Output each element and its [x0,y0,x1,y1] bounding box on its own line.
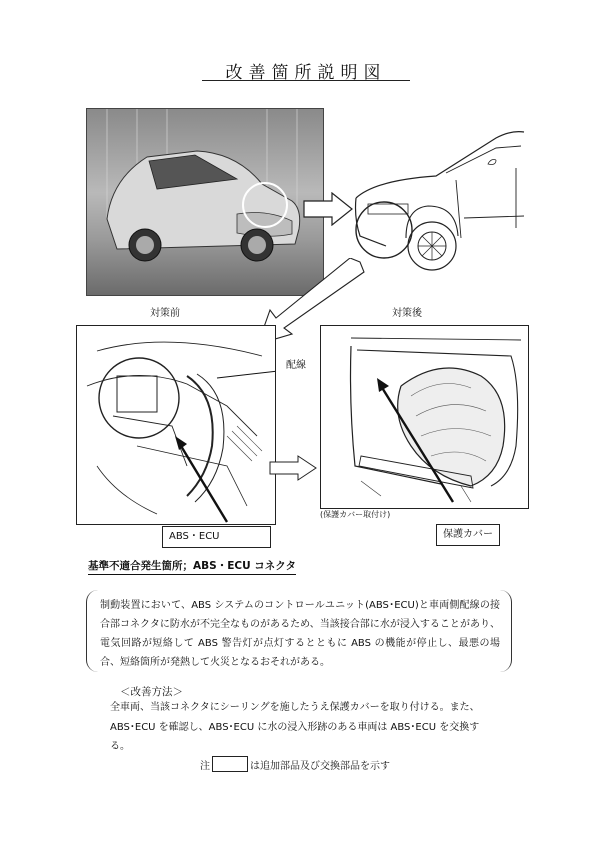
defect-location: 基準不適合発生箇所；ABS・ECU コネクタ [88,558,296,575]
note-prefix: 注 [200,760,210,772]
vehicle-front-drawing [346,118,526,278]
after-caption: (保護カバー取付け) [320,510,391,519]
legend-note [200,756,390,772]
title-underline [202,80,410,81]
page-title: 改善箇所説明図 [225,63,387,83]
measures-text: 全車両、当該コネクタにシーリングを施したうえ保護カバーを取り付ける。また、ABS･ECU を確認し、ABS･ECU に水の浸入形跡のある車両は ABS･ECU を交換する。 [110,702,480,752]
label-wiring: 配線 [286,360,306,371]
before-diagram-drawing [77,326,275,524]
arrow-right-small-icon [268,455,318,481]
note-suffix: は追加部品及び交換部品を示す [250,760,390,772]
measures-heading: ＜改善方法＞ [120,686,183,698]
label-after: 対策後 [392,308,422,319]
after-diagram-drawing [321,326,528,508]
before-diagram-box [76,325,276,525]
cover-callout: 保護カバー [436,524,500,546]
abs-ecu-callout: ABS・ECU [162,526,271,548]
description-text: 制動装置において、ABS システムのコントロールユニット(ABS･ECU)と車両側配線の接合部コネクタに防水が不完全なものがあるため、当該接合部に水が浸入することがあり、電気回路が短絡して ABS 警告灯が点灯するとともに ABS の機能が停止し、最悪の場合、短絡箇所が発熱して火災となるおそれがある。 [100,600,500,668]
label-before: 対策前 [150,308,180,319]
after-diagram-box [320,325,529,509]
legend-box-icon [212,756,248,772]
